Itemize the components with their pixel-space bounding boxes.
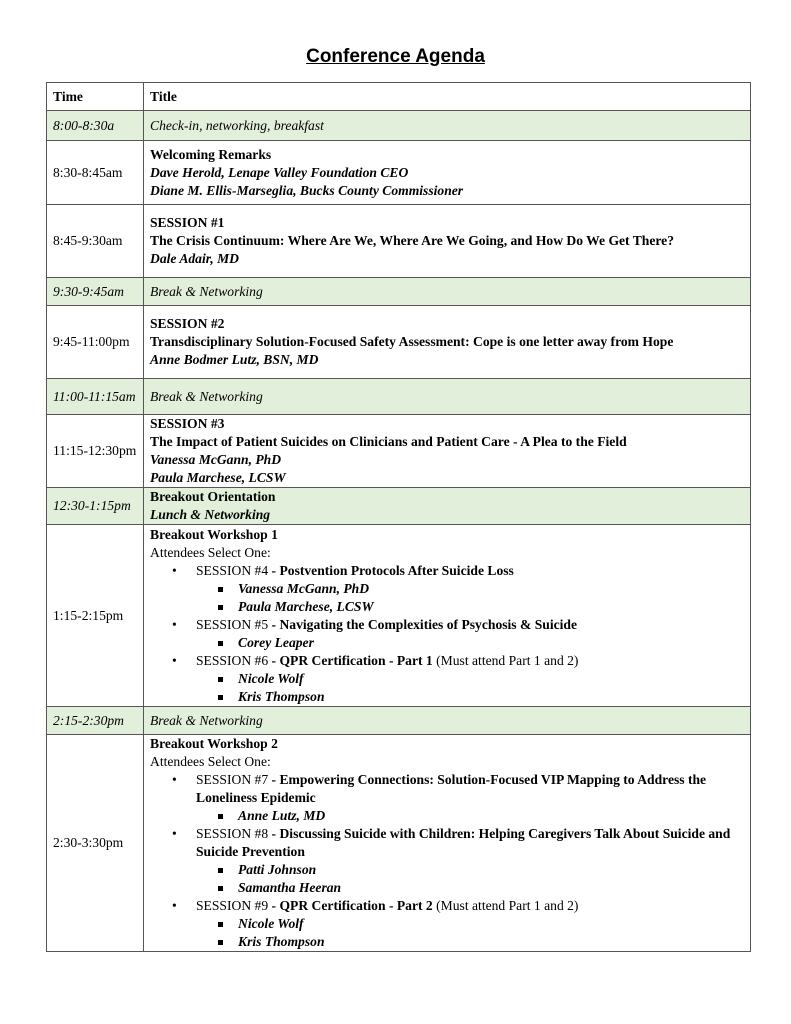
session-separator: - [268,772,280,787]
workshop-heading: Breakout Workshop 1 [150,526,278,542]
session-number: SESSION #9 [196,898,269,913]
table-row [47,306,751,379]
row-title: Break & Networking [144,278,751,306]
session-number: SESSION #4 [196,562,269,578]
session-separator: - [268,616,280,632]
session-name: Discussing Suicide with Children: Helping Caregivers Talk About Suicide and Suicide Prevention [196,826,731,859]
session-number: SESSION #7 [196,772,269,787]
session-number: SESSION #1 [150,215,225,230]
row-time: 11:15-12:30pm [47,415,144,488]
speaker-list [196,807,744,825]
session-separator: - [268,826,280,841]
session-note: (Must attend Part 1 and 2) [432,898,579,913]
list-item [170,616,744,652]
session-name: Transdisciplinary Solution-Focused Safety Assessment: Cope is one letter away from Hope [150,334,674,349]
list-item [170,897,744,951]
session-name: Postvention Protocols After Suicide Loss [279,562,514,578]
speaker: Patti Johnson [216,861,744,879]
session-separator: - [268,898,280,913]
session-note: (Must attend Part 1 and 2) [432,652,579,668]
row-title [144,735,751,952]
speaker: Paula Marchese, LCSW [216,598,744,616]
row-title [144,205,751,278]
speaker: Diane M. Ellis-Marseglia, Bucks County Commissioner [150,182,464,198]
speaker: Nicole Wolf [216,915,744,933]
workshop-instruction: Attendees Select One: [150,754,271,769]
list-item [170,652,744,706]
session-number: SESSION #2 [150,316,225,331]
speaker: Dave Herold, Lenape Valley Foundation CEO [150,164,409,180]
table-row [47,141,751,205]
table-row [47,111,751,141]
row-time: 9:30-9:45am [47,278,144,306]
session-name: Navigating the Complexities of Psychosis & Suicide [279,616,578,632]
table-row [47,415,751,488]
list-item [170,771,744,825]
session-number: SESSION #5 [196,616,269,632]
row-title [144,525,751,707]
speaker: Samantha Heeran [216,879,744,897]
session-name: Empowering Connections: Solution-Focused VIP Mapping to Address the Loneliness Epidemic [196,772,707,805]
row-subheading: Lunch & Networking [150,507,271,522]
table-row [47,488,751,525]
speaker: Anne Lutz, MD [216,807,744,825]
row-title: Break & Networking [144,707,751,735]
speaker: Kris Thompson [216,688,744,706]
row-time: 8:30-8:45am [47,141,144,205]
row-time: 12:30-1:15pm [47,488,144,525]
row-heading: Breakout Orientation [150,489,276,504]
table-header-row [47,83,751,111]
row-title [144,488,751,525]
speaker: Anne Bodmer Lutz, BSN, MD [150,352,319,367]
session-list [150,562,744,706]
workshop-instruction: Attendees Select One: [150,544,271,560]
table-row [47,205,751,278]
speaker-list [196,580,744,616]
row-title: Break & Networking [144,379,751,415]
row-time: 1:15-2:15pm [47,525,144,707]
speaker-list [196,634,744,652]
speaker: Kris Thompson [216,933,744,951]
session-name: The Crisis Continuum: Where Are We, Where Are We Going, and How Do We Get There? [150,233,675,248]
row-time: 8:45-9:30am [47,205,144,278]
speaker: Vanessa McGann, PhD [216,580,744,598]
row-title [144,415,751,488]
speaker: Nicole Wolf [216,670,744,688]
row-time: 2:15-2:30pm [47,707,144,735]
session-number: SESSION #8 [196,826,269,841]
title-column-header: Title [144,83,751,111]
speaker-list [196,670,744,706]
table-row [47,735,751,952]
list-item [170,825,744,897]
list-item [170,562,744,616]
table-row [47,525,751,707]
session-list [150,771,744,951]
row-time: 2:30-3:30pm [47,735,144,952]
session-name: The Impact of Patient Suicides on Clinicians and Patient Care - A Plea to the Field [150,434,627,449]
table-row [47,707,751,735]
table-row [47,379,751,415]
row-title: Check-in, networking, breakfast [144,111,751,141]
time-column-header: Time [47,83,144,111]
row-title [144,141,751,205]
row-time: 11:00-11:15am [47,379,144,415]
row-heading: Welcoming Remarks [150,146,272,162]
session-number: SESSION #3 [150,416,225,431]
row-time: 9:45-11:00pm [47,306,144,379]
workshop-heading: Breakout Workshop 2 [150,736,278,751]
speaker-list [196,861,744,897]
row-title [144,306,751,379]
session-separator: - [268,652,280,668]
session-name: QPR Certification - Part 1 [279,652,433,668]
session-separator: - [268,562,280,578]
speaker: Paula Marchese, LCSW [150,470,286,485]
speaker: Vanessa McGann, PhD [150,452,282,467]
speaker-list [196,915,744,951]
speaker: Corey Leaper [216,634,744,652]
page-title: Conference Agenda [306,46,485,67]
speaker: Dale Adair, MD [150,251,239,266]
session-name: QPR Certification - Part 2 [279,898,433,913]
table-row [47,278,751,306]
row-time: 8:00-8:30a [47,111,144,141]
agenda-table [46,82,751,952]
session-number: SESSION #6 [196,652,269,668]
